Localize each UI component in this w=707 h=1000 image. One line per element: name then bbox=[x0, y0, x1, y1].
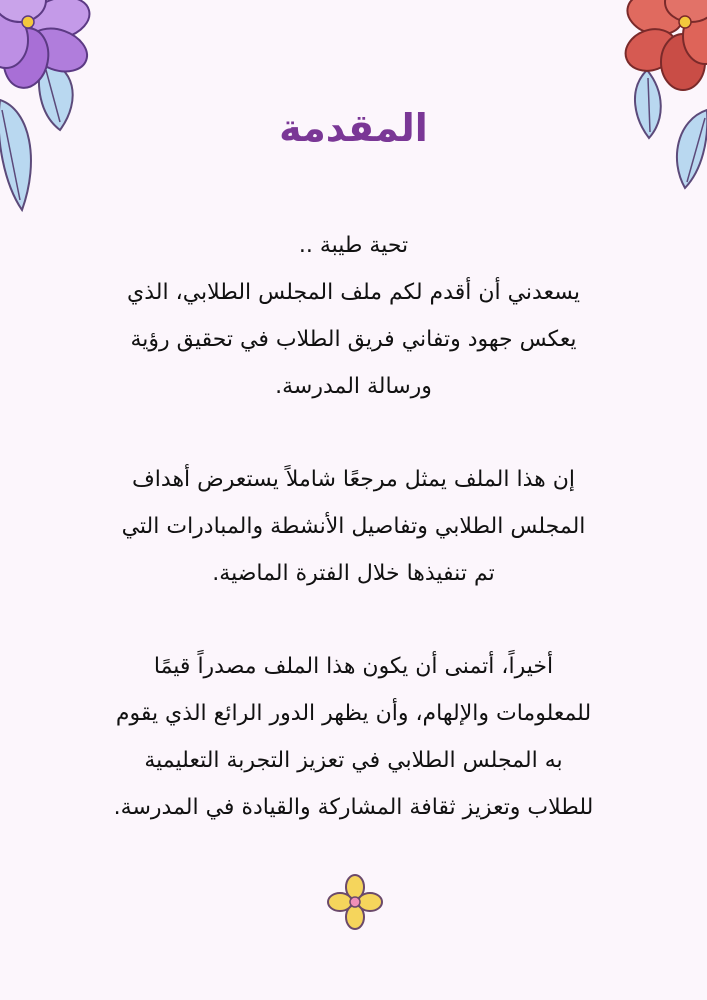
red-flower-icon bbox=[607, 0, 707, 190]
paragraph-gap bbox=[50, 410, 657, 456]
document-body bbox=[50, 222, 657, 831]
text-line: تحية طيبة .. bbox=[298, 233, 409, 258]
paragraph bbox=[50, 456, 657, 597]
text-line: يعكس جهود وتفاني فريق الطلاب في تحقيق رؤية bbox=[130, 327, 577, 352]
yellow-flower-icon bbox=[327, 874, 383, 930]
text-line: للمعلومات والإلهام، وأن يظهر الدور الرائع الذي يقوم bbox=[115, 701, 592, 726]
text-line: للطلاب وتعزيز ثقافة المشاركة والقيادة في المدرسة. bbox=[113, 795, 594, 820]
text-line: أخيراً، أتمنى أن يكون هذا الملف مصدراً قيمًا bbox=[153, 654, 554, 679]
page-title: المقدمة bbox=[279, 106, 428, 150]
text-line: يسعدني أن أقدم لكم ملف المجلس الطلابي، الذي bbox=[127, 280, 580, 305]
text-line: ورسالة المدرسة. bbox=[275, 374, 432, 399]
text-line: به المجلس الطلابي في تعزيز التجربة التعليمية bbox=[144, 748, 563, 773]
text-line: المجلس الطلابي وتفاصيل الأنشطة والمبادرات التي bbox=[121, 514, 586, 539]
paragraph-gap bbox=[50, 597, 657, 643]
paragraph bbox=[50, 643, 657, 831]
paragraph bbox=[50, 222, 657, 410]
text-line: تم تنفيذها خلال الفترة الماضية. bbox=[212, 561, 495, 586]
text-line: إن هذا الملف يمثل مرجعًا شاملاً يستعرض أهداف bbox=[131, 467, 576, 492]
